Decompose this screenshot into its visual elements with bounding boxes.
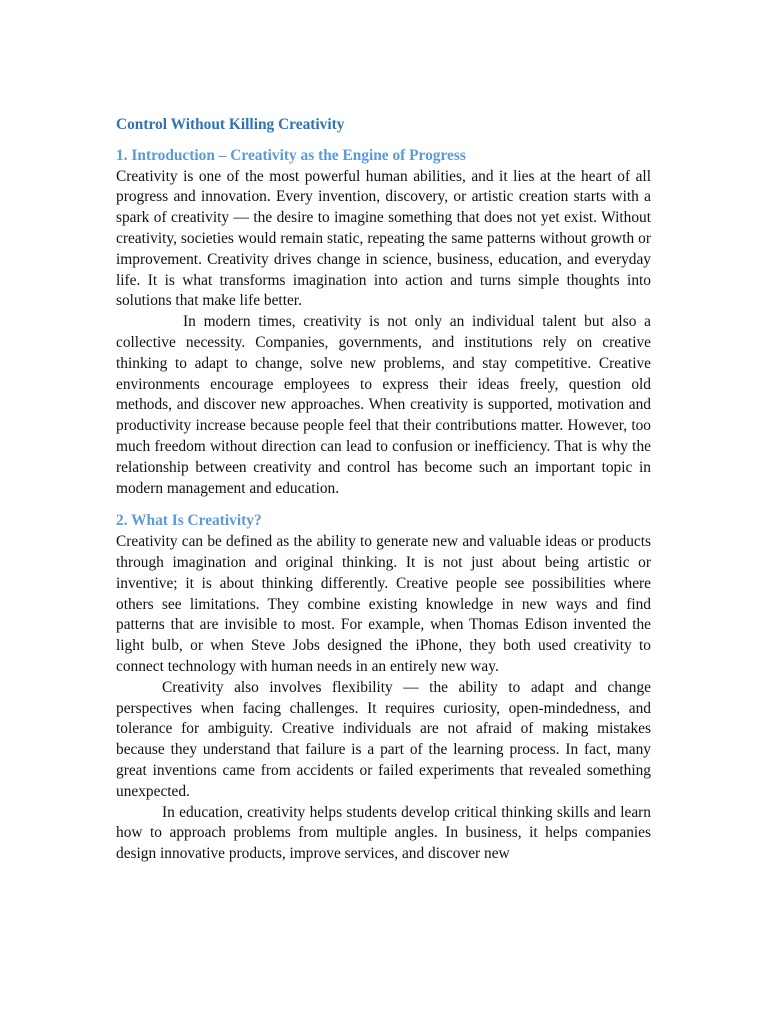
paragraph: In education, creativity helps students develop critical thinking skills and learn how to approach problems from multiple angles. In business, it helps companies design innovative products, improve services, and discover new bbox=[116, 803, 651, 863]
paragraph: In modern times, creativity is not only an individual talent but also a collective necessity. Companies, governments, and institutions rely on creative thinking to adapt to change, solve new problems, and stay competitive. Creative environments encourage employees to express their ideas freely, question old methods, and discover new approaches. When creativity is supported, motivation and productivity increase because people feel that their contributions matter. However, too much freedom without direction can lead to confusion or inefficiency. That is why the relationship between creativity and control has become such an important topic in modern management and education. bbox=[116, 313, 651, 497]
document-title: Control Without Killing Creativity bbox=[116, 116, 345, 133]
paragraph: Creativity also involves flexibility — the ability to adapt and change perspectives when facing challenges. It requires curiosity, open-mindedness, and tolerance for ambiguity. Creative individuals are not afraid of making mistakes because they understand that failure is a part of the learning process. In fact, many great inventions came from accidents or failed experiments that revealed something unexpected. bbox=[116, 678, 651, 800]
paragraph: Creativity is one of the most powerful human abilities, and it lies at the heart of all progress and innovation. Every invention, discovery, or artistic creation starts with a spark of creativity — the desire to imagine something that does not yet exist. Without creativity, societies would remain static, repeating the same patterns without growth or improvement. Creativity drives change in science, business, education, and everyday life. It is what transforms imagination into action and turns simple thoughts into solutions that make life better. bbox=[116, 167, 651, 310]
section-heading: 2. What Is Creativity? bbox=[116, 512, 262, 530]
document-page bbox=[116, 115, 651, 877]
paragraph: Creativity can be defined as the ability to generate new and valuable ideas or products through imagination and original thinking. It is not just about being artistic or inventive; it is about thinking differently. Creative people see possibilities where others see limitations. They combine existing knowledge in new ways and find patterns that are invisible to most. For example, when Thomas Edison invented the light bulb, or when Steve Jobs designed the iPhone, they both used creativity to connect technology with human needs in an entirely new way. bbox=[116, 533, 651, 675]
section-heading: 1. Introduction – Creativity as the Engine of Progress bbox=[116, 146, 466, 164]
section-introduction bbox=[116, 146, 651, 500]
section-what-is-creativity bbox=[116, 511, 651, 865]
